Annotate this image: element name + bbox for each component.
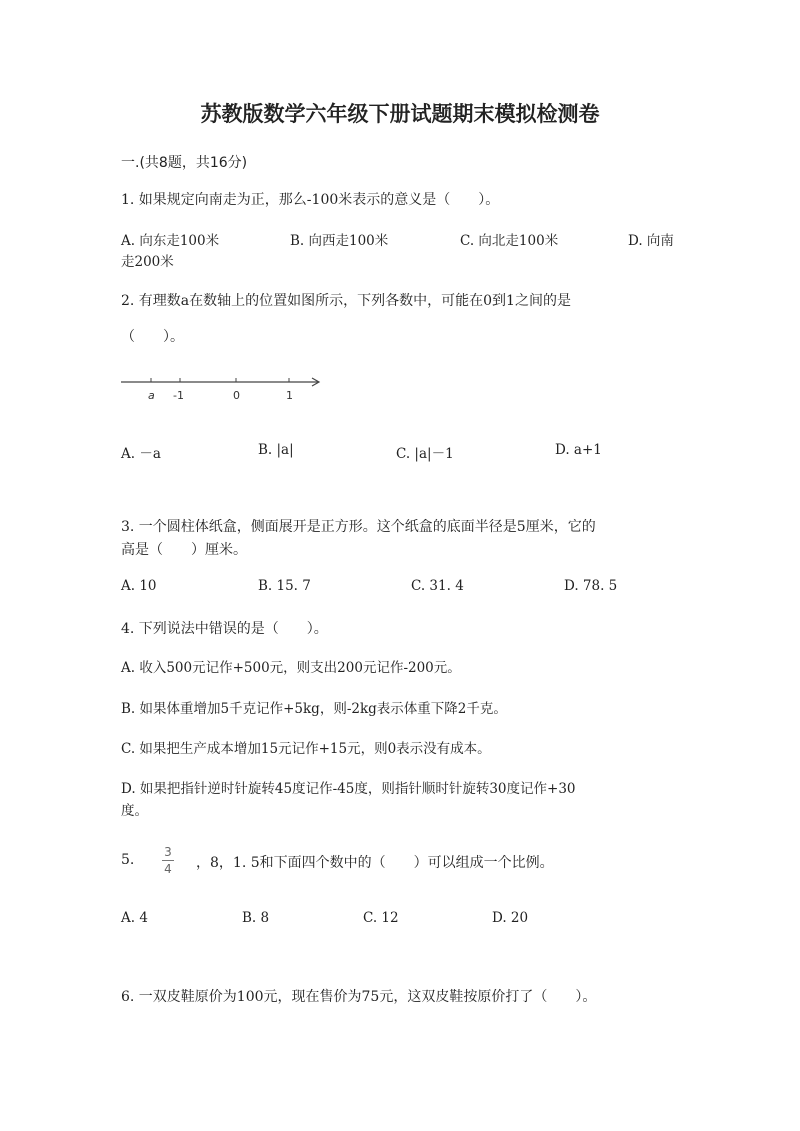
tick-label-1: 1 (286, 389, 293, 402)
question-2-text-continued: （ ）。 (121, 329, 184, 345)
question-4-option-d: D. 如果把指针逆时针旋转45度记作-45度，则指针顺时针旋转30度记作+30 (121, 781, 576, 797)
question-2-text: 2. 有理数a在数轴上的位置如图所示，下列各数中，可能在0到1之间的是 (121, 293, 571, 309)
tick-label-minus-1: -1 (173, 389, 184, 402)
question-3-option-c: C. 31. 4 (411, 578, 464, 594)
question-5-number: 5. (121, 852, 135, 868)
point-label-a: a (148, 389, 155, 402)
question-5-option-a: A. 4 (121, 910, 148, 926)
question-1-text: 1. 如果规定向南走为正，那么-100米表示的意义是（ ）。 (121, 192, 500, 208)
fraction-bar (162, 860, 174, 861)
tick-label-0: 0 (233, 389, 240, 402)
question-6-text: 6. 一双皮鞋原价为100元，现在售价为75元，这双皮鞋按原价打了（ ）。 (121, 989, 597, 1005)
number-line-figure (118, 372, 328, 404)
page-title: 苏教版数学六年级下册试题期末模拟检测卷 (200, 102, 600, 126)
fraction-denominator: 4 (164, 862, 172, 876)
question-1-option-a: A. 向东走100米 (121, 233, 220, 249)
question-2-option-a: A. －a (121, 446, 161, 462)
question-2-option-d: D. a+1 (555, 442, 602, 458)
question-4-option-c: C. 如果把生产成本增加15元记作+15元，则0表示没有成本。 (121, 741, 491, 757)
question-1-option-c: C. 向北走100米 (460, 233, 559, 249)
question-3-option-d: D. 78. 5 (564, 578, 618, 594)
question-1-option-d: D. 向南 (628, 233, 674, 249)
question-3-text: 3. 一个圆柱体纸盒，侧面展开是正方形。这个纸盒的底面半径是5厘米，它的 (121, 519, 596, 535)
question-2-option-c: C. |a|－1 (396, 446, 454, 462)
question-3-text-continued: 高是（ ）厘米。 (121, 542, 247, 558)
question-2-option-b: B. |a| (258, 442, 294, 458)
question-4-option-d-continued: 度。 (121, 803, 148, 819)
question-1-option-d-continued: 走200米 (121, 254, 174, 270)
fraction-three-quarters (160, 845, 176, 876)
question-4-text: 4. 下列说法中错误的是（ ）。 (121, 621, 328, 637)
question-3-option-b: B. 15. 7 (258, 578, 311, 594)
question-5-option-c: C. 12 (363, 910, 399, 926)
question-5-option-d: D. 20 (492, 910, 529, 926)
question-5-text: ，8，1. 5和下面四个数中的（ ）可以组成一个比例。 (196, 855, 554, 871)
question-4-option-a: A. 收入500元记作+500元，则支出200元记作-200元。 (121, 660, 461, 676)
section-heading: 一.(共8题，共16分) (121, 155, 248, 171)
question-4-option-b: B. 如果体重增加5千克记作+5kg，则-2kg表示体重下降2千克。 (121, 701, 507, 717)
question-5-option-b: B. 8 (242, 910, 270, 926)
question-1-option-b: B. 向西走100米 (290, 233, 389, 249)
fraction-numerator: 3 (164, 845, 172, 859)
question-3-option-a: A. 10 (121, 578, 157, 594)
